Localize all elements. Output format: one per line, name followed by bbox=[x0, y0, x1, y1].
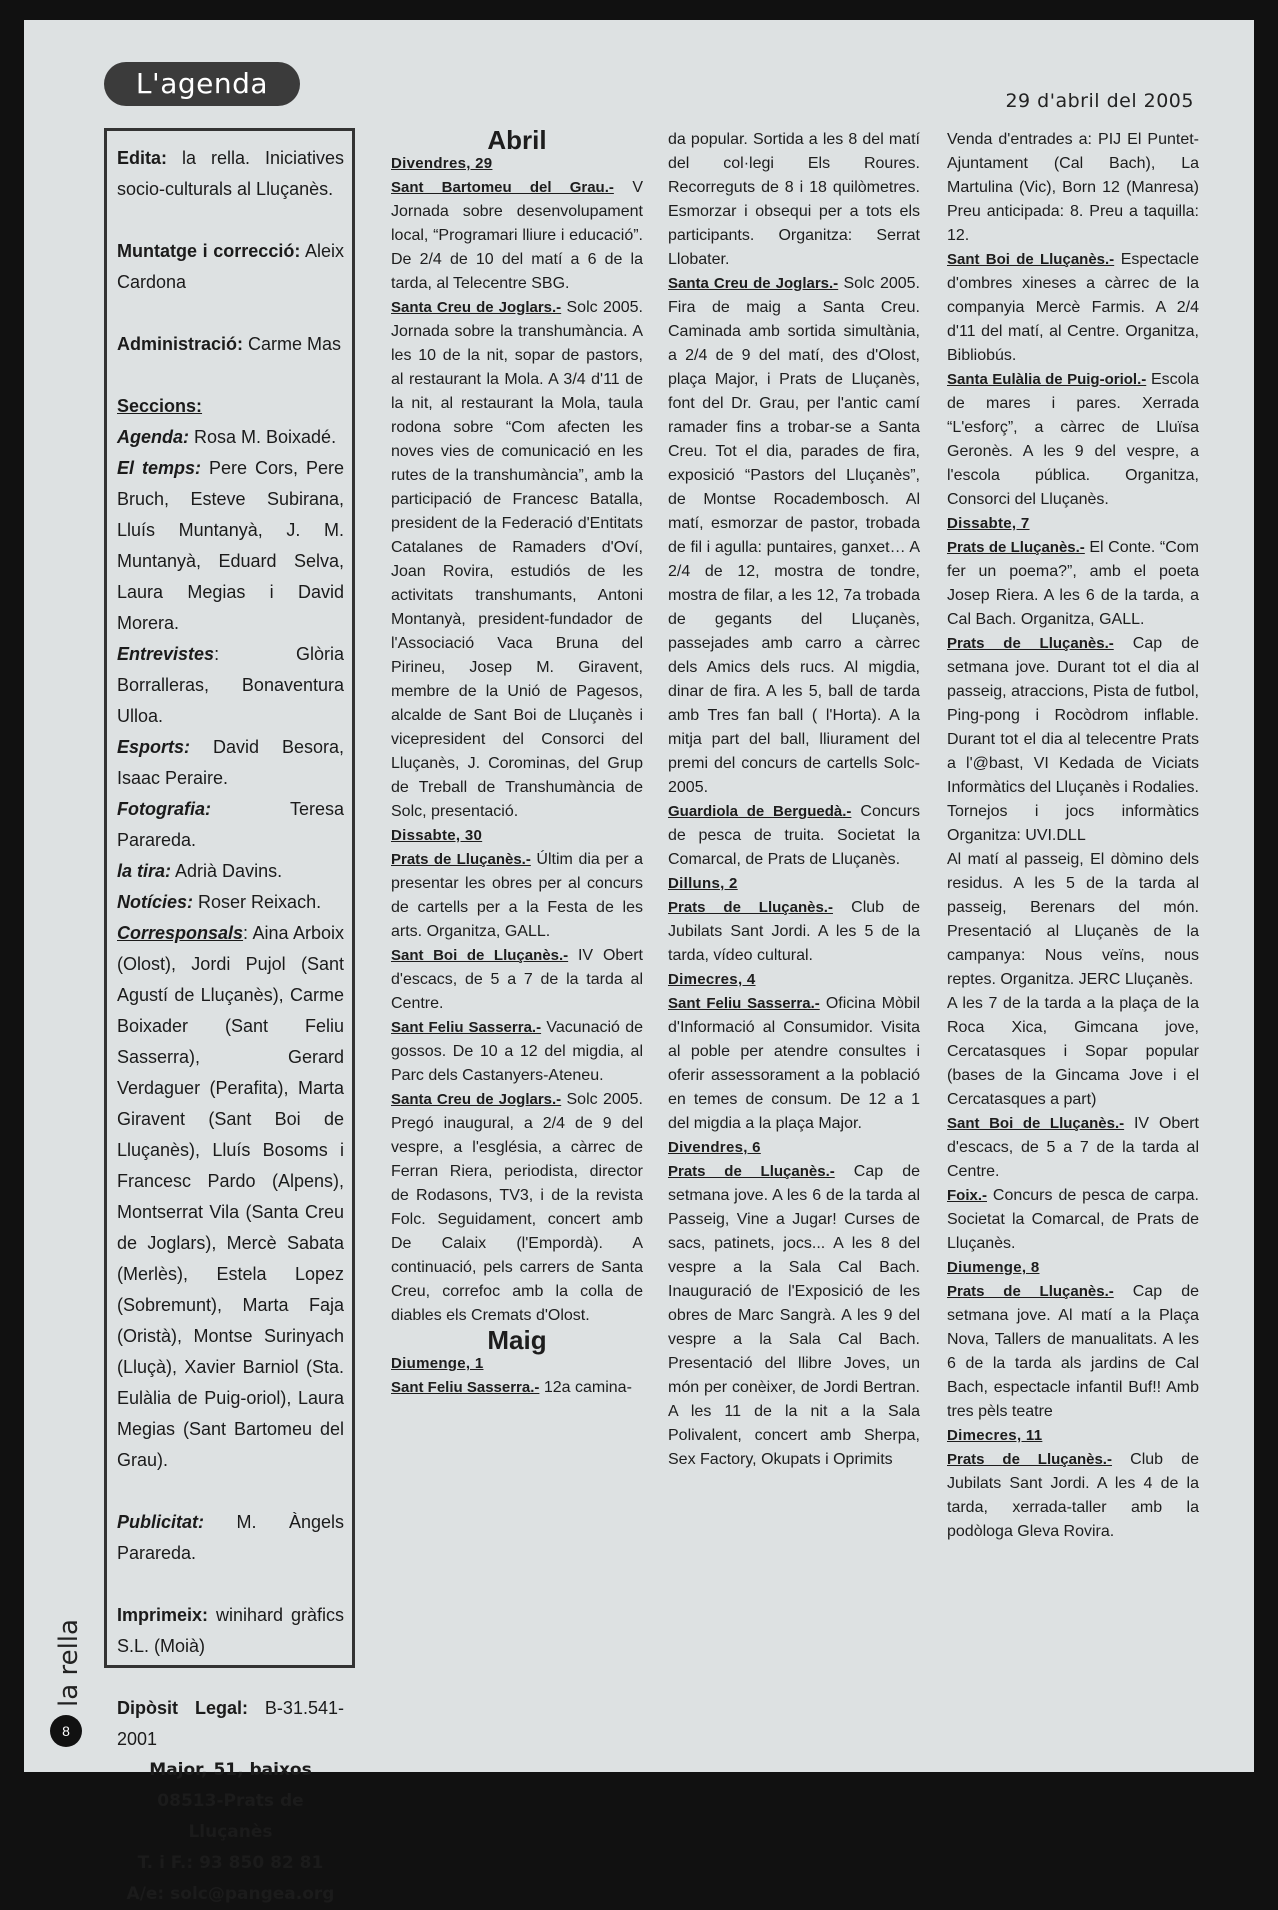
credit-entrevistes: Entrevistes: Glòria Borralleras, Bonaventura Ulloa. bbox=[117, 644, 344, 726]
credit-edita: Edita: la rella. Iniciatives socio-culturals al Lluçanès. bbox=[117, 148, 344, 199]
agenda-entry: Santa Eulàlia de Puig-oriol.- Escola de mares i pares. Xerrada “L'esforç”, a càrrec de Lluïsa Geronès. A les 9 del vespre, a l'escola pública. Organitza, Consorci del Lluçanès. bbox=[947, 371, 1199, 508]
agenda-entry: Al matí al passeig, El dòmino dels residus. A les 5 de la tarda al passeig, Berenars del món. Presentació al Lluçanès de la campanya: Nous veïns, nous reptes. Organitza. JERC Lluçanès. bbox=[947, 851, 1199, 988]
agenda-entry: Prats de Lluçanès.- El Conte. “Com fer un poema?”, amb el poeta Josep Riera. A les 6 de la tarda, a Cal Bach. Organitza, GALL. bbox=[947, 539, 1199, 628]
email-line: A/e: solc@pangea.org bbox=[126, 1884, 335, 1904]
newspaper-page bbox=[24, 20, 1254, 1904]
agenda-entry: Sant Boi de Lluçanès.- IV Obert d'escacs, de 5 a 7 de la tarda al Centre. bbox=[391, 947, 643, 1012]
credit-publicitat: Publicitat: M. Àngels Parareda. bbox=[117, 1512, 344, 1563]
day-heading: Dissabte, 7 bbox=[947, 515, 1030, 532]
agenda-entry: Sant Bartomeu del Grau.- V Jornada sobre desenvolupament local, “Programari lliure i educació”. De 2/4 de 10 del matí a 6 de la tarda, al Telecentre SBG. bbox=[391, 179, 643, 292]
agenda-entry: Sant Boi de Lluçanès.- IV Obert d'escacs, de 5 a 7 de la tarda al Centre. bbox=[947, 1115, 1199, 1180]
agenda-entry: Prats de Lluçanès.- Cap de setmana jove. A les 6 de la tarda al Passeig, Vine a Jugar! Curses de sacs, patinets, jocs... A les 8 del vespre a la Sala Cal Bach. Inauguració de l'Exposició de les obres de Marc Sangrà. A les 9 del vespre a la Sala Cal Bach. Presentació del llibre Joves, un món per conèixer, de Jordi Bertran. A les 11 de la nit a la Sala Polivalent, concert amb Sherpa, Sex Factory, Okupats i Oprimits bbox=[668, 1163, 920, 1468]
credit-diposit: Dipòsit Legal: B-31.541-2001 bbox=[117, 1698, 344, 1749]
credit-muntatge: Muntatge i correcció: Aleix Cardona bbox=[117, 241, 344, 292]
day-heading: Dimecres, 4 bbox=[668, 971, 756, 988]
month-heading-maig: Maig bbox=[487, 1325, 547, 1355]
credit-admin: Administració: Carme Mas bbox=[117, 334, 342, 354]
agenda-entry: Santa Creu de Joglars.- Solc 2005. Jornada sobre la transhumància. A les 10 de la nit, sopar de pastors, al restaurant la Mola. A 3/4 d'11 de la nit, al restaurant la Mola, taula rodona sobre “Com afecten les noves vies de comunicació en les rutes de la transhumància”, amb la participació de Francesc Batalla, president de la Federació d'Entitats Catalanes de Ramaders d'Oví, Joan Rovira, estudiós de les activitats transhumants, Antoni Montanyà, president-fundador de l'Associació Vaca Bruna del Pirineu, Josep M. Giravent, membre de la Unió de Pagesos, alcalde de Sant Boi de Lluçanès i vicepresident del Consorci del Lluçanès, J. Corominas, del Grup de Treball de Transhumància de Solc, presentació. bbox=[391, 299, 643, 820]
day-heading: Diumenge, 1 bbox=[391, 1355, 484, 1372]
credit-agenda: Agenda: Rosa M. Boixadé. bbox=[117, 427, 337, 447]
agenda-entry: Sant Feliu Sasserra.- Oficina Mòbil d'Informació al Consumidor. Visita al poble per atendre consultes i oferir assessorament a la població en temes de consum. De 12 a 1 del migdia a la plaça Major. bbox=[668, 995, 920, 1132]
month-heading-abril: Abril bbox=[487, 125, 547, 155]
credit-fotografia: Fotografia: Teresa Parareda. bbox=[117, 799, 344, 850]
credit-esports: Esports: David Besora, Isaac Peraire. bbox=[117, 737, 344, 788]
agenda-entry: Santa Creu de Joglars.- Solc 2005. Pregó inaugural, a 2/4 de 9 del vespre, a l'església, a càrrec de Ferran Riera, periodista, director de Rodasons, TV3, i de la revista Folc. Seguidament, concert amb De Calaix (l'Empordà). A continuació, pels carrers de Santa Creu, correfoc amb la colla de diables els Cremats d'Olost. bbox=[391, 1091, 643, 1324]
credit-tira: la tira: Adrià Davins. bbox=[117, 861, 283, 881]
day-heading: Divendres, 6 bbox=[668, 1139, 761, 1156]
credit-noticies: Notícies: Roser Reixach. bbox=[117, 892, 322, 912]
credit-corresponsals: Corresponsals: Aina Arboix (Olost), Jordi Pujol (Sant Agustí de Lluçanès), Carme Boixader (Sant Feliu Sasserra), Gerard Verdaguer (Perafita), Marta Giravent (Sant Boi de Lluçanès), Lluís Bosoms i Francesc Pardo (Alpens), Montserrat Vila (Santa Creu de Joglars), Mercè Sabata (Merlès), Estela Lopez (Sobremunt), Marta Faja (Oristà), Montse Surinyach (Lluçà), Xavier Barniol (Sta. Eulàlia de Puig-oriol), Laura Megias (Sant Bartomeu del Grau). bbox=[117, 923, 344, 1470]
day-heading: Dimecres, 11 bbox=[947, 1427, 1043, 1444]
agenda-entry: Sant Feliu Sasserra.- Vacunació de gossos. De 10 a 12 del migdia, al Parc dels Castanyers-Ateneu. bbox=[391, 1019, 643, 1084]
publication-name-vertical: la rella bbox=[54, 1619, 84, 1707]
agenda-entry: Guardiola de Berguedà.- Concurs de pesca de truita. Societat la Comarcal, de Prats de Lluçanès. bbox=[668, 803, 921, 868]
agenda-entry: Prats de Lluçanès.- Club de Jubilats Sant Jordi. A les 5 de la tarda, vídeo cultural. bbox=[668, 899, 920, 964]
agenda-entry: A les 7 de la tarda a la plaça de la Roca Xica, Gimcana jove, Cercatasques i Sopar popular (bases de la Gincama Jove i el Cercatasques a part) bbox=[947, 995, 1199, 1108]
agenda-entry: Foix.- Concurs de pesca de carpa. Societat la Comarcal, de Prats de Lluçanès. bbox=[947, 1187, 1199, 1252]
credit-temps: El temps: Pere Cors, Pere Bruch, Esteve Subirana, Lluís Muntanyà, J. M. Muntanyà, Eduard Selva, Laura Megias i David Morera. bbox=[117, 458, 344, 633]
agenda-entry: da popular. Sortida a les 8 del matí del col·legi Els Roures. Recorreguts de 8 i 18 quilòmetres. Esmorzar i obsequi per a tots els participants. Organitza: Serrat Llobater. bbox=[668, 131, 920, 268]
credit-imprimeix: Imprimeix: winihard gràfics S.L. (Moià) bbox=[117, 1605, 344, 1656]
day-heading: Divendres, 29 bbox=[391, 155, 493, 172]
day-heading: Dilluns, 2 bbox=[668, 875, 738, 892]
credit-seccions-heading: Seccions: bbox=[117, 396, 203, 416]
agenda-entry: Prats de Lluçanès.- Cap de setmana jove. Durant tot el dia al passeig, atraccions, Pista de futbol, Ping-pong i Rocòdrom inflable. Durant tot el dia al telecentre Prats a l'@bast, VI Kedada de Viciats Informàtics del Lluçanès i Rodalies. Tornejos i jocs informàtics Organitza: UVI.DLL bbox=[947, 635, 1199, 844]
agenda-entry: Santa Creu de Joglars.- Solc 2005. Fira de maig a Santa Creu. Caminada amb sortida simultània, a 2/4 de 9 del matí, des d'Olost, plaça Major, i Prats de Lluçanès, font del Dr. Grau, per l'antic camí ramader fins a trobar-se a Santa Creu. Tot el dia, parades de fira, exposició “Pastors del Lluçanès”, de Montse Rocadembosch. Al matí, esmorzar de pastor, trobada de fil i agulla: puntaires, ganxet… A 2/4 de 12, mostra de tondre, mostra de filar, a les 12, 7a trobada de gegants del Lluçanès, passejades amb carro a càrrec dels Amics dels rucs. Al migdia, dinar de fira. A les 5, ball de tarda amb Tres fan ball ( l'Horta). A la mitja part del ball, lliurament del premi del concurs de cartells Solc-2005. bbox=[668, 275, 920, 796]
page-number-badge: 8 bbox=[50, 1715, 82, 1747]
credits-box bbox=[104, 128, 355, 1904]
address-line-1: Major, 51, baixos bbox=[149, 1760, 312, 1780]
issue-date: 29 d'abril del 2005 bbox=[1005, 90, 1194, 112]
day-heading: Dissabte, 30 bbox=[391, 827, 483, 844]
day-heading: Diumenge, 8 bbox=[947, 1259, 1040, 1276]
section-pill: L'agenda bbox=[104, 62, 300, 106]
agenda-entry: Prats de Lluçanès.- Cap de setmana jove. Al matí a la Plaça Nova, Tallers de manualitats. A les 6 de la tarda als jardins de Cal Bach, espectacle infantil Buf!! Amb tres pèls teatre bbox=[947, 1283, 1199, 1420]
agenda-entry: Venda d'entrades a: PIJ El Puntet-Ajuntament (Cal Bach), La Martulina (Vic), Born 12 (Manresa) Preu anticipada: 8. Preu a taquilla: 12. bbox=[947, 131, 1199, 244]
agenda-entry: Sant Boi de Lluçanès.- Espectacle d'ombres xineses a càrrec de la companyia Mercè Farmis. A 2/4 d'11 del matí, al Centre. Organitza, Bibliobús. bbox=[947, 251, 1199, 364]
agenda-entry: Prats de Lluçanès.- Club de Jubilats Sant Jordi. A les 4 de la tarda, xerrada-taller amb la podòloga Gleva Rovira. bbox=[947, 1451, 1199, 1540]
phone-line: T. i F.: 93 850 82 81 bbox=[137, 1853, 324, 1873]
agenda-column-1 bbox=[391, 125, 643, 1400]
address-line-2: 08513-Prats de Lluçanès bbox=[157, 1791, 304, 1842]
agenda-entry: Sant Feliu Sasserra.- 12a camina- bbox=[391, 1379, 632, 1396]
agenda-column-2 bbox=[668, 128, 920, 1472]
agenda-column-3 bbox=[947, 128, 1199, 1544]
agenda-entry: Prats de Lluçanès.- Últim dia per a presentar les obres per al concurs de cartells per a la Festa de les arts. Organitza, GALL. bbox=[391, 851, 643, 940]
